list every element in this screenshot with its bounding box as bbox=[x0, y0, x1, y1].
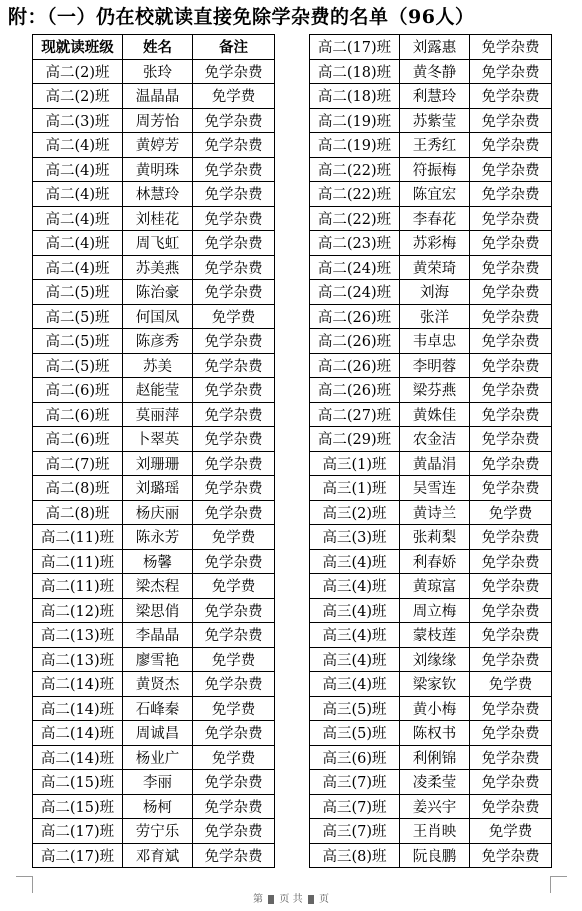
cell-note: 免学杂费 bbox=[193, 794, 275, 819]
cell-class: 高二(26)班 bbox=[310, 329, 400, 354]
cell-name: 刘缘缘 bbox=[400, 647, 470, 672]
cell-name: 杨馨 bbox=[123, 549, 193, 574]
cell-class: 高二(4)班 bbox=[33, 182, 123, 207]
cell-class: 高三(4)班 bbox=[310, 549, 400, 574]
table-row bbox=[310, 672, 552, 697]
cell-note: 免学杂费 bbox=[193, 721, 275, 746]
cell-note: 免学杂费 bbox=[470, 280, 552, 305]
cell-class: 高二(24)班 bbox=[310, 255, 400, 280]
cell-class: 高三(4)班 bbox=[310, 647, 400, 672]
cell-note: 免学杂费 bbox=[193, 108, 275, 133]
cell-note: 免学费 bbox=[470, 672, 552, 697]
table-row bbox=[33, 794, 275, 819]
cell-class: 高二(17)班 bbox=[33, 819, 123, 844]
cell-class: 高二(26)班 bbox=[310, 378, 400, 403]
cell-class: 高二(8)班 bbox=[33, 500, 123, 525]
cell-class: 高二(27)班 bbox=[310, 402, 400, 427]
cell-class: 高二(18)班 bbox=[310, 59, 400, 84]
cell-class: 高二(23)班 bbox=[310, 231, 400, 256]
cell-note: 免学杂费 bbox=[470, 574, 552, 599]
cell-name: 韦卓忠 bbox=[400, 329, 470, 354]
table-row bbox=[33, 353, 275, 378]
page-footer bbox=[0, 890, 582, 905]
cell-name: 凌柔莹 bbox=[400, 770, 470, 795]
table-row bbox=[33, 647, 275, 672]
cell-class: 高二(17)班 bbox=[310, 35, 400, 60]
cell-name: 陈治豪 bbox=[123, 280, 193, 305]
cell-class: 高三(4)班 bbox=[310, 574, 400, 599]
table-row bbox=[33, 157, 275, 182]
table-row bbox=[310, 182, 552, 207]
header-name: 姓名 bbox=[123, 35, 193, 60]
cell-note: 免学杂费 bbox=[470, 696, 552, 721]
cell-class: 高二(24)班 bbox=[310, 280, 400, 305]
cell-class: 高二(5)班 bbox=[33, 304, 123, 329]
cell-name: 石峰秦 bbox=[123, 696, 193, 721]
cell-class: 高二(22)班 bbox=[310, 182, 400, 207]
cell-name: 黄冬静 bbox=[400, 59, 470, 84]
table-row bbox=[310, 59, 552, 84]
cell-class: 高二(4)班 bbox=[33, 255, 123, 280]
table-row bbox=[310, 745, 552, 770]
cell-class: 高二(19)班 bbox=[310, 133, 400, 158]
table-row bbox=[33, 549, 275, 574]
table-row bbox=[310, 500, 552, 525]
cell-class: 高二(5)班 bbox=[33, 280, 123, 305]
cell-class: 高二(17)班 bbox=[33, 843, 123, 868]
table-row bbox=[33, 378, 275, 403]
table-row bbox=[33, 59, 275, 84]
table-header-row bbox=[33, 35, 275, 60]
cell-name: 周诚昌 bbox=[123, 721, 193, 746]
document-title: 附：（一）仍在校就读直接免除学杂费的名单（96人） bbox=[8, 6, 475, 28]
cell-class: 高二(11)班 bbox=[33, 549, 123, 574]
table-row bbox=[33, 623, 275, 648]
cell-name: 苏彩梅 bbox=[400, 231, 470, 256]
cell-name: 张玲 bbox=[123, 59, 193, 84]
cell-note: 免学杂费 bbox=[193, 451, 275, 476]
table-row bbox=[310, 549, 552, 574]
cell-class: 高二(6)班 bbox=[33, 427, 123, 452]
table-row bbox=[310, 35, 552, 60]
cell-class: 高三(4)班 bbox=[310, 598, 400, 623]
cell-class: 高二(5)班 bbox=[33, 329, 123, 354]
table-row bbox=[33, 182, 275, 207]
cell-name: 黄诗兰 bbox=[400, 500, 470, 525]
cell-note: 免学杂费 bbox=[470, 598, 552, 623]
cell-note: 免学费 bbox=[470, 500, 552, 525]
cell-name: 陈永芳 bbox=[123, 525, 193, 550]
table-row bbox=[33, 402, 275, 427]
table-row bbox=[310, 843, 552, 868]
cell-name: 周芳怡 bbox=[123, 108, 193, 133]
cell-class: 高二(11)班 bbox=[33, 574, 123, 599]
table-row bbox=[310, 598, 552, 623]
cell-class: 高二(22)班 bbox=[310, 157, 400, 182]
cell-note: 免学杂费 bbox=[193, 402, 275, 427]
cell-note: 免学杂费 bbox=[193, 819, 275, 844]
table-row bbox=[33, 476, 275, 501]
cell-name: 陈彦秀 bbox=[123, 329, 193, 354]
cell-note: 免学杂费 bbox=[193, 280, 275, 305]
table-row bbox=[310, 574, 552, 599]
table-row bbox=[310, 647, 552, 672]
cell-name: 张莉梨 bbox=[400, 525, 470, 550]
cell-class: 高二(14)班 bbox=[33, 696, 123, 721]
cell-name: 刘珊珊 bbox=[123, 451, 193, 476]
cell-note: 免学杂费 bbox=[470, 525, 552, 550]
cell-class: 高三(4)班 bbox=[310, 672, 400, 697]
cell-class: 高二(6)班 bbox=[33, 402, 123, 427]
cell-note: 免学杂费 bbox=[470, 206, 552, 231]
cell-class: 高二(2)班 bbox=[33, 59, 123, 84]
table-row bbox=[310, 133, 552, 158]
table-row bbox=[33, 745, 275, 770]
cell-class: 高二(18)班 bbox=[310, 84, 400, 109]
table-row bbox=[310, 770, 552, 795]
table-row bbox=[310, 476, 552, 501]
table-row bbox=[33, 84, 275, 109]
cell-name: 黄婷芳 bbox=[123, 133, 193, 158]
cell-name: 王秀红 bbox=[400, 133, 470, 158]
cell-note: 免学杂费 bbox=[470, 794, 552, 819]
table-row bbox=[33, 598, 275, 623]
cell-note: 免学杂费 bbox=[193, 255, 275, 280]
header-note: 备注 bbox=[193, 35, 275, 60]
cell-note: 免学杂费 bbox=[193, 770, 275, 795]
cell-note: 免学杂费 bbox=[470, 623, 552, 648]
table-row bbox=[33, 770, 275, 795]
cell-note: 免学杂费 bbox=[470, 378, 552, 403]
cell-name: 黄明珠 bbox=[123, 157, 193, 182]
cell-name: 苏美 bbox=[123, 353, 193, 378]
cell-name: 吴雪连 bbox=[400, 476, 470, 501]
cell-name: 杨柯 bbox=[123, 794, 193, 819]
cell-class: 高二(14)班 bbox=[33, 745, 123, 770]
cell-note: 免学费 bbox=[193, 574, 275, 599]
cell-class: 高三(7)班 bbox=[310, 794, 400, 819]
table-row bbox=[310, 696, 552, 721]
header-class: 现就读班级 bbox=[33, 35, 123, 60]
cell-class: 高二(26)班 bbox=[310, 353, 400, 378]
footer-page-word: 页 bbox=[279, 894, 290, 905]
table-row bbox=[310, 206, 552, 231]
cell-name: 廖雪艳 bbox=[123, 647, 193, 672]
cell-note: 免学杂费 bbox=[470, 427, 552, 452]
cell-note: 免学杂费 bbox=[470, 402, 552, 427]
cell-name: 杨业广 bbox=[123, 745, 193, 770]
table-row bbox=[33, 206, 275, 231]
cell-class: 高三(1)班 bbox=[310, 476, 400, 501]
footer-prefix: 第 bbox=[253, 894, 264, 905]
cell-class: 高二(5)班 bbox=[33, 353, 123, 378]
cell-note: 免学杂费 bbox=[193, 843, 275, 868]
cell-name: 黄晶涓 bbox=[400, 451, 470, 476]
table-row bbox=[33, 819, 275, 844]
cell-name: 阮良鹏 bbox=[400, 843, 470, 868]
cell-name: 周立梅 bbox=[400, 598, 470, 623]
cell-name: 利俐锦 bbox=[400, 745, 470, 770]
cell-name: 李晶晶 bbox=[123, 623, 193, 648]
table-row bbox=[33, 696, 275, 721]
cell-name: 黄小梅 bbox=[400, 696, 470, 721]
cell-class: 高三(6)班 bbox=[310, 745, 400, 770]
cell-note: 免学费 bbox=[193, 525, 275, 550]
cell-note: 免学杂费 bbox=[470, 231, 552, 256]
cell-name: 刘露惠 bbox=[400, 35, 470, 60]
cell-class: 高二(7)班 bbox=[33, 451, 123, 476]
cell-note: 免学费 bbox=[470, 819, 552, 844]
table-row bbox=[310, 255, 552, 280]
cell-name: 李明蓉 bbox=[400, 353, 470, 378]
table-row bbox=[33, 574, 275, 599]
cell-note: 免学杂费 bbox=[470, 304, 552, 329]
cell-class: 高二(4)班 bbox=[33, 231, 123, 256]
cell-note: 免学杂费 bbox=[470, 745, 552, 770]
cell-note: 免学杂费 bbox=[193, 476, 275, 501]
cell-note: 免学杂费 bbox=[193, 623, 275, 648]
cell-name: 陈权书 bbox=[400, 721, 470, 746]
cell-note: 免学杂费 bbox=[470, 59, 552, 84]
cell-note: 免学杂费 bbox=[193, 672, 275, 697]
table-row bbox=[310, 451, 552, 476]
cell-note: 免学杂费 bbox=[193, 182, 275, 207]
cell-note: 免学杂费 bbox=[470, 255, 552, 280]
cell-name: 黄琼富 bbox=[400, 574, 470, 599]
cell-name: 姜兴宇 bbox=[400, 794, 470, 819]
cell-name: 何国凤 bbox=[123, 304, 193, 329]
cell-note: 免学杂费 bbox=[470, 329, 552, 354]
table-row bbox=[33, 231, 275, 256]
cell-name: 黄姝佳 bbox=[400, 402, 470, 427]
cell-note: 免学杂费 bbox=[470, 549, 552, 574]
cell-note: 免学杂费 bbox=[470, 133, 552, 158]
table-row bbox=[310, 525, 552, 550]
cell-class: 高二(11)班 bbox=[33, 525, 123, 550]
table-row bbox=[33, 255, 275, 280]
cell-class: 高三(7)班 bbox=[310, 819, 400, 844]
cell-class: 高二(22)班 bbox=[310, 206, 400, 231]
cell-name: 刘璐瑶 bbox=[123, 476, 193, 501]
cell-name: 梁芬燕 bbox=[400, 378, 470, 403]
table-row bbox=[33, 280, 275, 305]
table-row bbox=[310, 794, 552, 819]
cell-name: 梁杰程 bbox=[123, 574, 193, 599]
cell-class: 高二(15)班 bbox=[33, 770, 123, 795]
cell-class: 高三(1)班 bbox=[310, 451, 400, 476]
cell-class: 高二(2)班 bbox=[33, 84, 123, 109]
cell-note: 免学杂费 bbox=[193, 378, 275, 403]
cell-class: 高三(4)班 bbox=[310, 623, 400, 648]
cell-name: 梁思俏 bbox=[123, 598, 193, 623]
cell-name: 杨庆丽 bbox=[123, 500, 193, 525]
table-row bbox=[33, 329, 275, 354]
cell-note: 免学杂费 bbox=[470, 108, 552, 133]
table-row bbox=[310, 157, 552, 182]
table-row bbox=[33, 451, 275, 476]
table-row bbox=[310, 304, 552, 329]
cell-class: 高三(8)班 bbox=[310, 843, 400, 868]
cell-note: 免学费 bbox=[193, 647, 275, 672]
cell-class: 高三(2)班 bbox=[310, 500, 400, 525]
cell-class: 高二(14)班 bbox=[33, 672, 123, 697]
cell-class: 高二(15)班 bbox=[33, 794, 123, 819]
cell-class: 高二(14)班 bbox=[33, 721, 123, 746]
cell-note: 免学杂费 bbox=[193, 231, 275, 256]
cell-name: 卜翠英 bbox=[123, 427, 193, 452]
cell-class: 高三(7)班 bbox=[310, 770, 400, 795]
table-row bbox=[33, 108, 275, 133]
cell-name: 李丽 bbox=[123, 770, 193, 795]
cell-name: 张洋 bbox=[400, 304, 470, 329]
table-row bbox=[310, 280, 552, 305]
cell-class: 高三(5)班 bbox=[310, 721, 400, 746]
cell-class: 高二(19)班 bbox=[310, 108, 400, 133]
cell-name: 李春花 bbox=[400, 206, 470, 231]
cell-note: 免学杂费 bbox=[193, 353, 275, 378]
cell-class: 高二(3)班 bbox=[33, 108, 123, 133]
cell-note: 免学杂费 bbox=[470, 843, 552, 868]
cell-name: 蒙枝莲 bbox=[400, 623, 470, 648]
cell-note: 免学杂费 bbox=[470, 353, 552, 378]
table-row bbox=[33, 500, 275, 525]
cell-name: 苏紫莹 bbox=[400, 108, 470, 133]
cell-note: 免学费 bbox=[193, 696, 275, 721]
cell-name: 周飞虹 bbox=[123, 231, 193, 256]
cell-class: 高三(3)班 bbox=[310, 525, 400, 550]
cell-name: 王肖映 bbox=[400, 819, 470, 844]
cell-name: 苏美燕 bbox=[123, 255, 193, 280]
cell-note: 免学杂费 bbox=[470, 35, 552, 60]
cell-note: 免学费 bbox=[193, 304, 275, 329]
cell-note: 免学杂费 bbox=[193, 427, 275, 452]
page-total-field bbox=[308, 895, 314, 904]
cell-note: 免学杂费 bbox=[193, 598, 275, 623]
cell-name: 劳宁乐 bbox=[123, 819, 193, 844]
cell-name: 陈宜宏 bbox=[400, 182, 470, 207]
table-row bbox=[33, 843, 275, 868]
cell-note: 免学杂费 bbox=[470, 647, 552, 672]
cell-note: 免学杂费 bbox=[470, 451, 552, 476]
table-row bbox=[310, 329, 552, 354]
cell-note: 免学杂费 bbox=[470, 157, 552, 182]
cell-name: 邓育斌 bbox=[123, 843, 193, 868]
cell-note: 免学杂费 bbox=[193, 59, 275, 84]
cell-class: 高三(5)班 bbox=[310, 696, 400, 721]
cell-name: 梁家钦 bbox=[400, 672, 470, 697]
table-row bbox=[310, 721, 552, 746]
table-row bbox=[310, 231, 552, 256]
footer-of-word: 共 bbox=[292, 894, 303, 905]
cell-note: 免学杂费 bbox=[470, 476, 552, 501]
roster-table-left bbox=[32, 34, 275, 868]
cell-name: 黄贤杰 bbox=[123, 672, 193, 697]
table-row bbox=[310, 108, 552, 133]
footer-total-suffix: 页 bbox=[318, 894, 329, 905]
roster-table-right bbox=[309, 34, 552, 868]
cell-note: 免学杂费 bbox=[470, 770, 552, 795]
cell-class: 高二(4)班 bbox=[33, 157, 123, 182]
table-row bbox=[33, 304, 275, 329]
cell-name: 刘桂花 bbox=[123, 206, 193, 231]
table-row bbox=[33, 133, 275, 158]
cell-name: 赵能莹 bbox=[123, 378, 193, 403]
cell-class: 高二(4)班 bbox=[33, 206, 123, 231]
cell-note: 免学杂费 bbox=[193, 500, 275, 525]
cell-note: 免学杂费 bbox=[470, 84, 552, 109]
cell-note: 免学杂费 bbox=[193, 329, 275, 354]
cell-class: 高二(13)班 bbox=[33, 647, 123, 672]
cell-class: 高二(4)班 bbox=[33, 133, 123, 158]
table-row bbox=[310, 427, 552, 452]
cell-note: 免学费 bbox=[193, 84, 275, 109]
cell-name: 符振梅 bbox=[400, 157, 470, 182]
table-row bbox=[310, 623, 552, 648]
table-row bbox=[310, 819, 552, 844]
table-row bbox=[33, 525, 275, 550]
table-row bbox=[33, 721, 275, 746]
table-row bbox=[310, 84, 552, 109]
cell-class: 高二(6)班 bbox=[33, 378, 123, 403]
cell-name: 农金洁 bbox=[400, 427, 470, 452]
cell-note: 免学杂费 bbox=[193, 549, 275, 574]
table-row bbox=[310, 353, 552, 378]
cell-class: 高二(26)班 bbox=[310, 304, 400, 329]
page-number-field bbox=[268, 895, 274, 904]
cell-note: 免学杂费 bbox=[193, 206, 275, 231]
cell-name: 刘海 bbox=[400, 280, 470, 305]
cell-class: 高二(13)班 bbox=[33, 623, 123, 648]
cell-class: 高二(12)班 bbox=[33, 598, 123, 623]
cell-note: 免学杂费 bbox=[470, 182, 552, 207]
cell-name: 黄荣琦 bbox=[400, 255, 470, 280]
cell-name: 莫丽萍 bbox=[123, 402, 193, 427]
cell-note: 免学杂费 bbox=[193, 133, 275, 158]
table-row bbox=[33, 672, 275, 697]
table-row bbox=[310, 378, 552, 403]
cell-note: 免学杂费 bbox=[193, 157, 275, 182]
cell-name: 利慧玲 bbox=[400, 84, 470, 109]
cell-note: 免学杂费 bbox=[470, 721, 552, 746]
cell-note: 免学费 bbox=[193, 745, 275, 770]
cell-class: 高二(8)班 bbox=[33, 476, 123, 501]
table-row bbox=[310, 402, 552, 427]
cell-name: 利春娇 bbox=[400, 549, 470, 574]
cell-name: 林慧玲 bbox=[123, 182, 193, 207]
cell-class: 高二(29)班 bbox=[310, 427, 400, 452]
table-row bbox=[33, 427, 275, 452]
cell-name: 温晶晶 bbox=[123, 84, 193, 109]
